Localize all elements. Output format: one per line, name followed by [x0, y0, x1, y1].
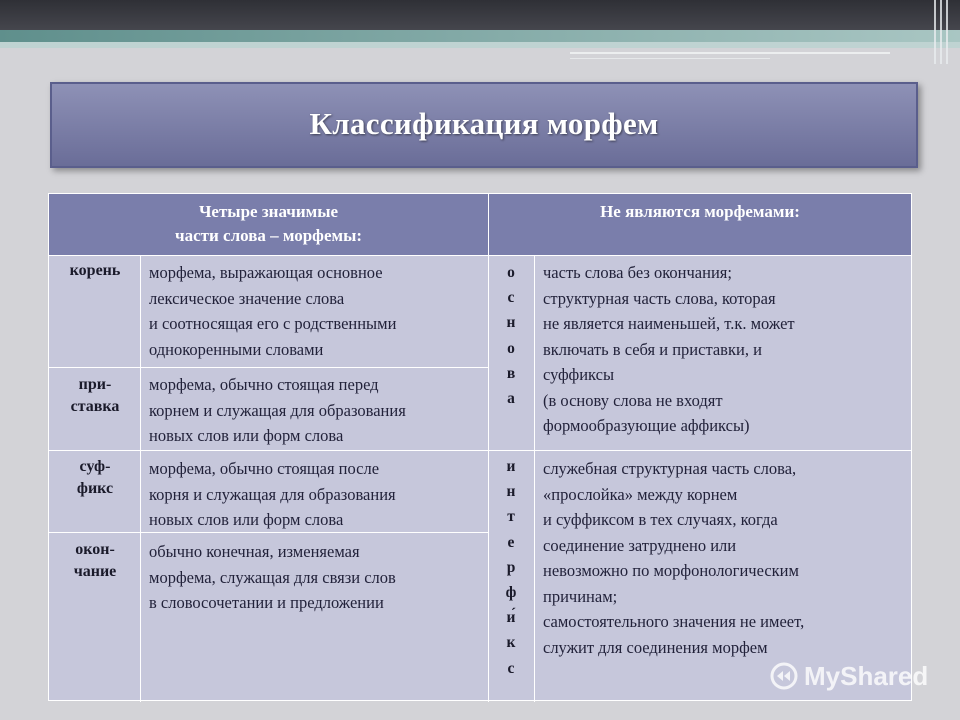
- definition-line: однокоренными словами: [149, 339, 324, 359]
- definition-cell: [141, 368, 488, 449]
- header-left-line2: части слова – морфемы:: [175, 226, 362, 245]
- definition-line: суффиксы: [543, 365, 615, 384]
- definition-line: морфема, служащая для связи слов: [149, 567, 396, 587]
- vertical-letter: ф: [505, 584, 517, 602]
- vertical-letter: с: [507, 289, 515, 307]
- grid-line: [49, 255, 911, 256]
- header-right: Не являются морфемами:: [489, 194, 911, 255]
- term-ending-part1: окон-: [75, 541, 115, 558]
- vertical-word-osnova: [489, 260, 533, 411]
- vertical-letter: н: [506, 314, 516, 332]
- header-left: [49, 194, 488, 255]
- definition-line: служебная структурная часть слова,: [543, 459, 797, 478]
- decorative-line: [570, 58, 770, 59]
- definition-line: в словосочетании и предложении: [149, 593, 384, 612]
- term-cell: [51, 539, 139, 583]
- vertical-word-interfix: [489, 454, 533, 681]
- definition-line: новых слов или форм слова: [149, 426, 344, 445]
- definition-line: часть слова без окончания;: [543, 263, 732, 282]
- definition-line: морфема, выражающая основное: [149, 263, 383, 282]
- definition-line: (в основу слова не входят: [543, 390, 723, 410]
- definition-line: служит для соединения морфем: [543, 637, 768, 657]
- definition-cell: [141, 535, 488, 616]
- definition-cell: [535, 452, 911, 660]
- grid-line: [140, 255, 141, 702]
- vertical-letter: с: [507, 659, 515, 677]
- top-light-stripe: [0, 42, 960, 48]
- definition-line: формообразующие аффиксы): [543, 416, 750, 435]
- grid-line: [49, 367, 488, 368]
- definition-line: обычно конечная, изменяемая: [149, 542, 360, 561]
- vertical-letter: а: [507, 390, 515, 408]
- term-prefix-part2: ставка: [70, 398, 120, 415]
- definition-line: самостоятельного значения не имеет,: [543, 612, 805, 631]
- term-ending-part2: чание: [73, 563, 117, 580]
- vertical-letter: р: [506, 558, 516, 576]
- definition-line: и суффиксом в тех случаях, когда: [543, 510, 778, 529]
- definition-line: корнем и служащая для образования: [149, 400, 406, 420]
- vertical-letter: н: [506, 483, 516, 501]
- vertical-letter: т: [507, 508, 515, 526]
- watermark-text: MyShared: [804, 660, 929, 691]
- definition-line: «прослойка» между корнем: [543, 484, 738, 504]
- vertical-letter: и́: [506, 609, 516, 627]
- definition-line: соединение затруднено или: [543, 535, 737, 555]
- definition-line: морфема, обычно стоящая перед: [149, 375, 379, 394]
- term-cell: [51, 374, 139, 418]
- grid-line: [49, 450, 911, 451]
- grid-line: [534, 255, 535, 702]
- myshared-logo-icon: [770, 662, 798, 690]
- definition-cell: [535, 256, 911, 439]
- definition-line: корня и служащая для образования: [149, 484, 396, 504]
- top-dark-bar: [0, 0, 960, 30]
- term-cell: [51, 260, 139, 282]
- corner-lines: [930, 0, 960, 64]
- definition-line: причинам;: [543, 586, 618, 606]
- definition-line: не является наименьшей, т.к. может: [543, 314, 795, 333]
- vertical-letter: в: [506, 364, 516, 382]
- vertical-letter: е: [507, 533, 515, 551]
- definition-line: включать в себя и приставки, и: [543, 339, 762, 359]
- definition-line: лексическое значение слова: [149, 288, 345, 308]
- header-left-line1: Четыре значимые: [198, 202, 339, 221]
- vertical-letter: к: [506, 634, 516, 652]
- definition-cell: [141, 452, 488, 533]
- grid-line: [488, 194, 489, 702]
- grid-line: [49, 532, 488, 533]
- term-suffix-part1: суф-: [79, 458, 111, 475]
- decorative-line: [570, 52, 890, 54]
- vertical-letter: о: [507, 264, 515, 281]
- slide-title: Классификация морфем: [309, 106, 659, 141]
- term-suffix-part2: фикс: [76, 480, 114, 497]
- top-teal-stripe: [0, 30, 960, 42]
- vertical-letter: о: [507, 339, 515, 357]
- term-cell: [51, 456, 139, 500]
- definition-line: структурная часть слова, которая: [543, 288, 776, 308]
- definition-line: невозможно по морфонологическим: [543, 561, 799, 580]
- morpheme-table: [48, 193, 912, 701]
- term-root: корень: [69, 262, 121, 279]
- definition-cell: [141, 256, 488, 362]
- term-prefix-part1: при-: [78, 376, 112, 393]
- vertical-letter: и: [506, 458, 516, 475]
- title-box: [50, 82, 918, 168]
- definition-line: морфема, обычно стоящая после: [149, 459, 380, 478]
- definition-line: и соотносящая его с родственными: [149, 314, 397, 333]
- definition-line: новых слов или форм слова: [149, 510, 344, 529]
- watermark: [770, 658, 928, 694]
